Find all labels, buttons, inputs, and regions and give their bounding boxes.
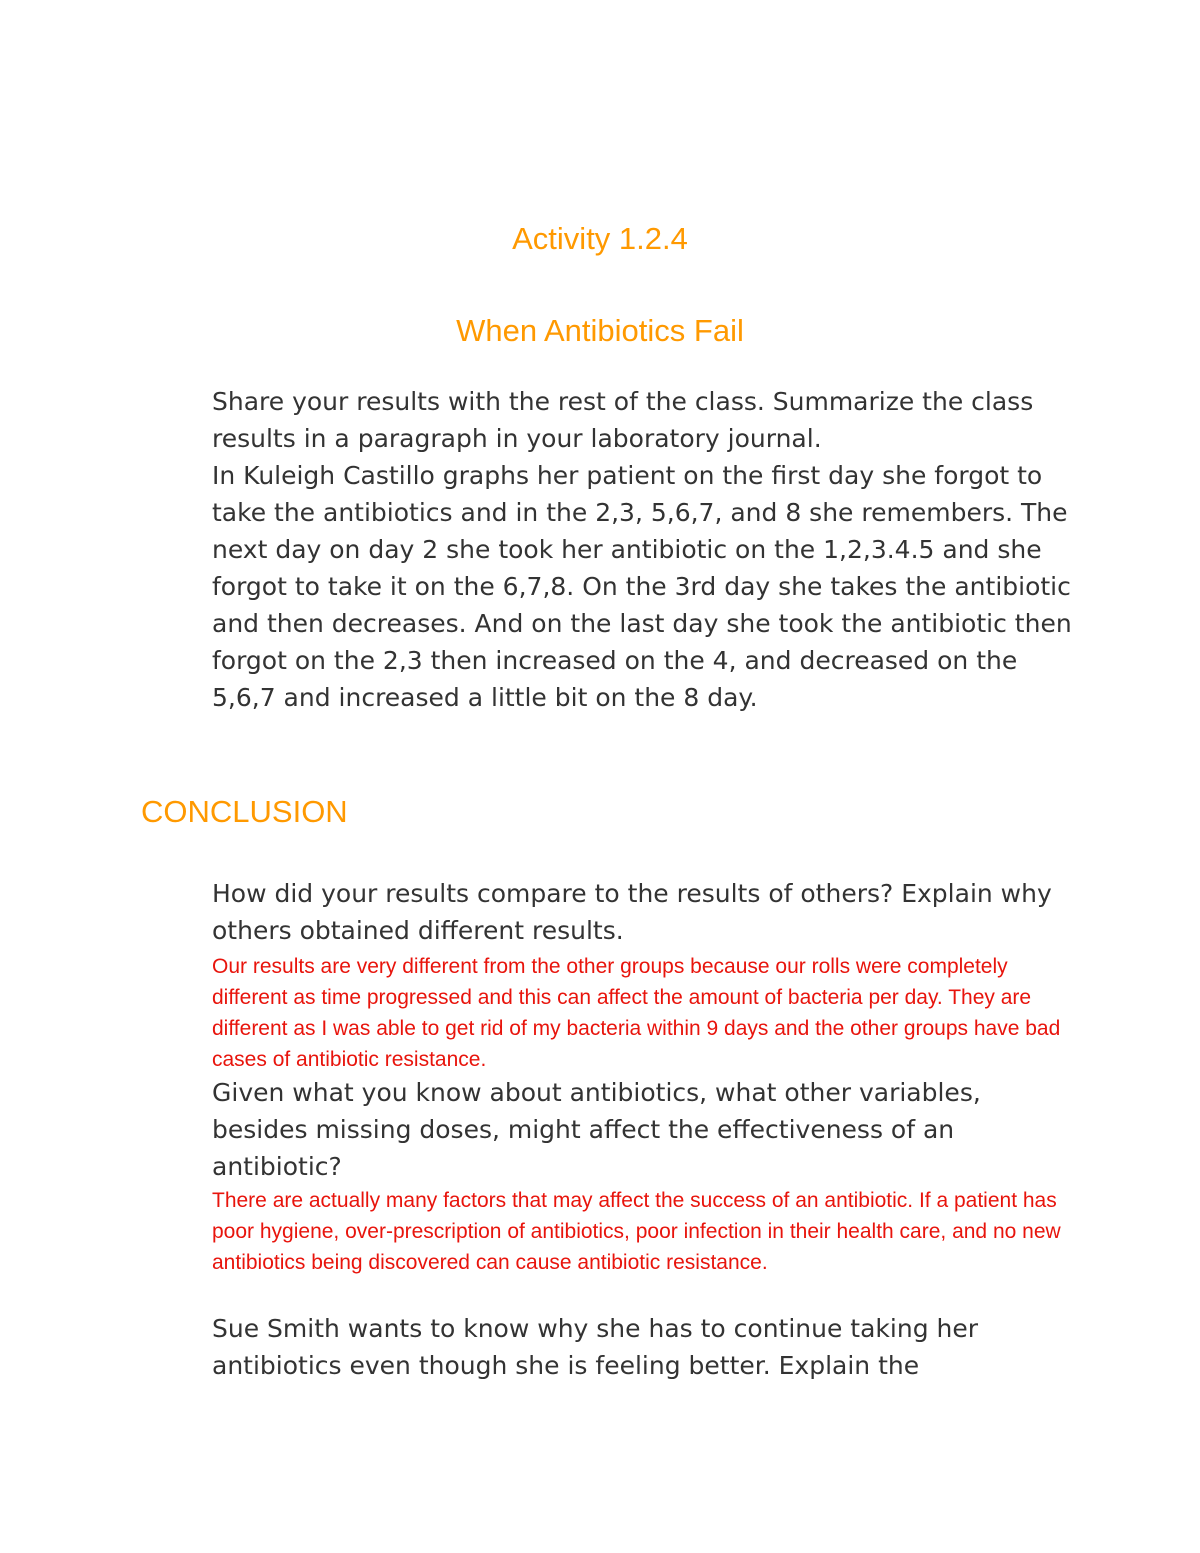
intro-prompt: Share your results with the rest of the class. Summarize the class results in a paragraph in your laboratory journal. [212, 387, 1034, 453]
document-subtitle: When Antibiotics Fail [456, 313, 744, 348]
document-title: Activity 1.2.4 [512, 221, 688, 256]
conclusion-question: Given what you know about antibiotics, what other variables, besides missing doses, might affect the effectiveness of an antibiotic? [212, 1078, 981, 1181]
conclusion-question: Sue Smith wants to know why she has to continue taking her antibiotics even though she is feeling better. Explain the [212, 1314, 979, 1380]
conclusion-heading: CONCLUSION [141, 794, 348, 829]
conclusion-question: How did your results compare to the results of others? Explain why others obtained different results. [212, 879, 1052, 945]
conclusion-answer: Our results are very different from the other groups because our rolls were completely different as time progressed and this can affect the amount of bacteria per day. They are different as I was able to get rid of my bacteria within 9 days and the other groups have bad cases of antibiotic resistance. [212, 955, 1061, 1071]
intro-answer: In Kuleigh Castillo graphs her patient on the first day she forgot to take the antibiotics and in the 2,3, 5,6,7, and 8 she remembers. The next day on day 2 she took her antibiotic on the 1,2,3.4.5 and she forgot to take it on the 6,7,8. On the 3rd day she takes the antibiotic and then decreases. And on the last day she took the antibiotic then forgot on the 2,3 then increased on the 4, and decreased on the 5,6,7 and increased a little bit on the 8 day. [212, 461, 1072, 712]
conclusion-answer: There are actually many factors that may affect the success of an antibiotic. If a patient has poor hygiene, over-prescription of antibiotics, poor infection in their health care, and no new antibiotics being discovered can cause antibiotic resistance. [212, 1189, 1061, 1274]
